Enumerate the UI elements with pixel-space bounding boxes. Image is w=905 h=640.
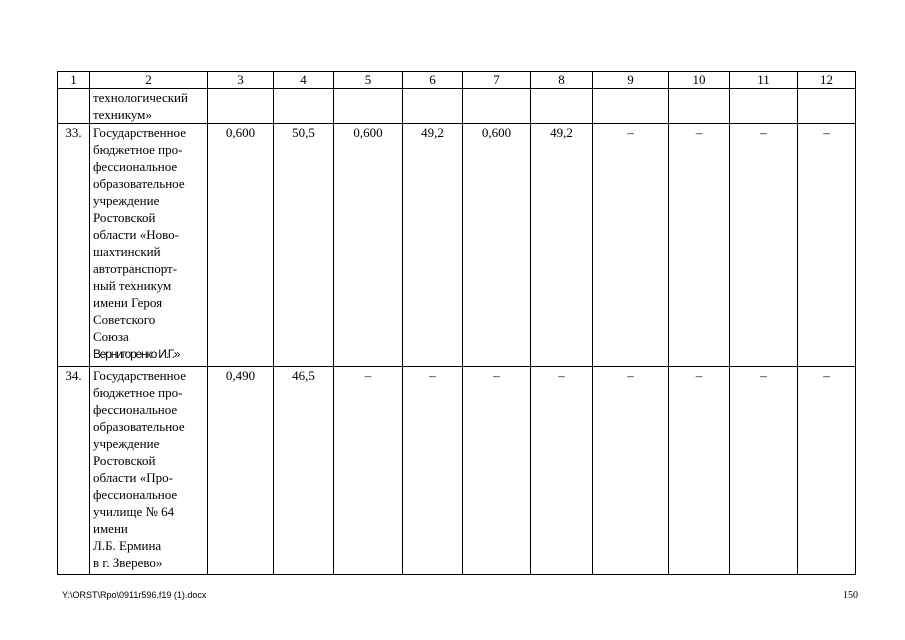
value-cell: 46,5	[274, 367, 334, 575]
institution-name-text: Государственное бюджетное про- фессиональное образовательное учреждение Ростовской области «Ново- шахтинский автотранспорт- ный техникум имени Героя Советского Союза	[93, 125, 186, 344]
row-number: 33.	[58, 124, 90, 367]
value-cell: 50,5	[274, 124, 334, 367]
table-row	[58, 124, 856, 367]
value-cell: 0,600	[208, 124, 274, 367]
value-cell	[403, 89, 463, 124]
value-cell: –	[463, 367, 531, 575]
value-cell: –	[798, 367, 856, 575]
institution-name: технологический техникум»	[90, 89, 208, 124]
value-cell: –	[531, 367, 593, 575]
page-number: 150	[843, 590, 858, 601]
value-cell: 49,2	[531, 124, 593, 367]
value-cell: 49,2	[403, 124, 463, 367]
header-cell: 3	[208, 72, 274, 89]
value-cell: –	[334, 367, 403, 575]
value-cell: –	[593, 124, 669, 367]
table-row	[58, 89, 856, 124]
header-cell: 6	[403, 72, 463, 89]
row-number	[58, 89, 90, 124]
value-cell: –	[730, 367, 798, 575]
value-cell	[798, 89, 856, 124]
value-cell	[208, 89, 274, 124]
institution-name: Государственное бюджетное про- фессиональное образовательное учреждение Ростовской области «Про- фессиональное училище № 64 имени Л.Б. Ермина в г. Зверево»	[90, 367, 208, 575]
header-cell: 4	[274, 72, 334, 89]
header-cell: 9	[593, 72, 669, 89]
header-cell: 10	[669, 72, 730, 89]
value-cell	[669, 89, 730, 124]
value-cell	[531, 89, 593, 124]
footer-file-path: Y:\ORST\Rpo\0911r596.f19 (1).docx	[62, 590, 207, 600]
institution-name-tail: Вернигоренко И.Г.»	[93, 347, 180, 361]
header-cell: 12	[798, 72, 856, 89]
value-cell: –	[593, 367, 669, 575]
row-number: 34.	[58, 367, 90, 575]
value-cell: –	[669, 124, 730, 367]
header-cell: 11	[730, 72, 798, 89]
value-cell	[334, 89, 403, 124]
data-table	[57, 71, 856, 575]
value-cell: 0,600	[334, 124, 403, 367]
value-cell: –	[669, 367, 730, 575]
header-cell: 1	[58, 72, 90, 89]
value-cell: –	[403, 367, 463, 575]
institution-name	[90, 124, 208, 367]
value-cell: –	[798, 124, 856, 367]
header-row	[58, 72, 856, 89]
value-cell	[463, 89, 531, 124]
header-cell: 8	[531, 72, 593, 89]
value-cell	[730, 89, 798, 124]
value-cell: 0,600	[463, 124, 531, 367]
value-cell: 0,490	[208, 367, 274, 575]
header-cell: 2	[90, 72, 208, 89]
header-cell: 7	[463, 72, 531, 89]
value-cell	[274, 89, 334, 124]
value-cell: –	[730, 124, 798, 367]
header-cell: 5	[334, 72, 403, 89]
value-cell	[593, 89, 669, 124]
table-row	[58, 367, 856, 575]
